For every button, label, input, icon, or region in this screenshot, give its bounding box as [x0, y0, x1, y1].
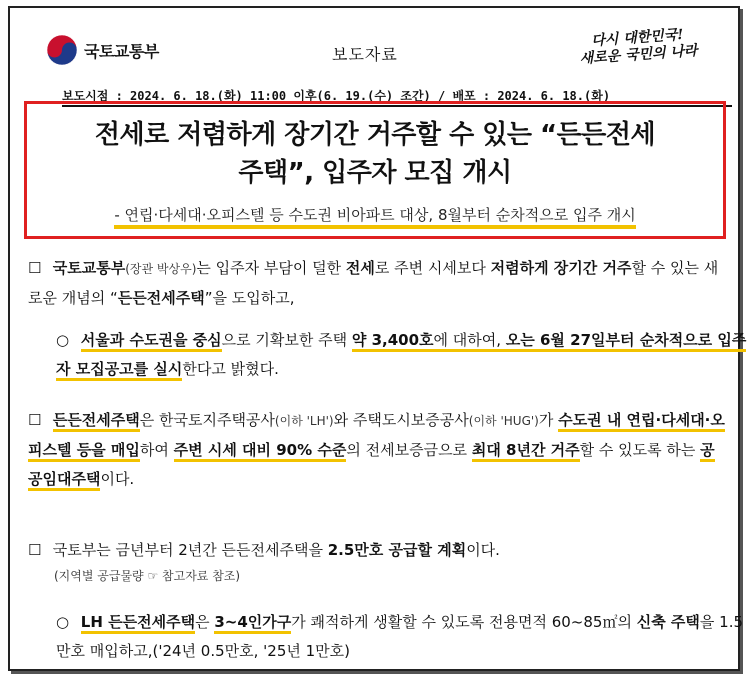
text-segment: 든든전세주택	[53, 411, 140, 432]
headline-box	[24, 101, 726, 239]
reference-note: (지역별 공급물량 ☞ 참고자료 참조)	[54, 569, 241, 583]
checkbox-bullet: ☐	[28, 259, 42, 277]
text-segment: 은	[195, 613, 215, 631]
paragraph-4	[28, 536, 728, 565]
text-segment: 이다.	[466, 541, 500, 559]
headline-title	[27, 116, 723, 192]
headline-subtitle	[27, 204, 723, 225]
text-segment: 으로 기확보한 주택	[221, 331, 352, 349]
text-segment: 국토부는 금년부터 2년간 든든전세주택을	[52, 541, 328, 559]
text-segment: 국토교통부	[52, 259, 126, 277]
text-segment: 공공임대주택	[28, 441, 715, 491]
circle-bullet: ○	[56, 331, 70, 349]
text-segment: 의 전세보증금으로	[346, 441, 472, 459]
paragraph-5	[28, 608, 750, 666]
text-segment: 수도권 내 연립·다세대·오피스텔 등을 매입	[28, 411, 725, 462]
text-segment: 할 수 있도록 하는	[579, 441, 701, 459]
text-segment: (이하 'LH')	[274, 414, 334, 428]
text-segment: (이하 'HUG')	[468, 414, 539, 428]
text-segment: 가 쾌적하게 생활할 수 있도록 전용면적 60~85㎡의	[291, 613, 637, 631]
ministry-name: 국토교통부	[84, 41, 159, 61]
headline-title-line-2: 주택”, 입주자 모집 개시	[238, 158, 512, 188]
slogan-line-1: 다시 대한민국!	[590, 26, 684, 50]
paragraph-2	[28, 326, 750, 384]
checkbox-bullet: ☐	[28, 541, 42, 559]
text-segment: 서울과 수도권을 중심	[81, 331, 222, 352]
text-segment: 할 수 있는 새로운 개념의 “	[28, 259, 719, 307]
text-segment: 2.5만호 공급할 계획	[327, 541, 467, 559]
headline-title-line-1: 전세로 저렴하게 장기간 거주할 수 있는 “든든전세	[94, 120, 656, 150]
circle-bullet: ○	[56, 613, 70, 631]
text-segment: 가	[538, 411, 559, 429]
text-segment: 신축 주택	[636, 613, 700, 631]
text-segment: 3~4인가구	[214, 613, 291, 634]
text-segment: 로 주변 시세보다	[374, 259, 491, 277]
text-segment: 오는 6월 27일부터 순차적으로 입주자 모집공고를 실시	[56, 331, 746, 381]
text-segment: ”을 도입하고,	[204, 289, 295, 307]
text-segment: 에 대하여,	[434, 331, 506, 352]
ministry-logo	[46, 34, 159, 66]
text-segment: 주변 시세 대비 90% 수준	[174, 441, 347, 462]
slogan	[567, 25, 709, 69]
text-segment: 한다고 밝혔다.	[182, 360, 279, 378]
text-segment: 전세	[345, 259, 375, 277]
taegeuk-emblem-icon	[46, 34, 78, 66]
press-release-page	[8, 6, 747, 671]
slogan-line-2: 새로운 국민의 나라	[579, 42, 698, 68]
text-segment: 든든전세주택	[117, 289, 205, 307]
text-segment: (장관 박상우)	[125, 262, 197, 276]
text-segment: 이다.	[100, 470, 135, 488]
document-type: 보도자료	[332, 45, 398, 64]
paragraph-3	[28, 406, 728, 494]
text-segment: 약 3,400호	[352, 331, 434, 352]
text-segment: 하여	[139, 441, 174, 459]
paragraph-1	[28, 254, 728, 313]
text-segment: 은 한국토지주택공사	[139, 411, 275, 429]
text-segment: 최대 8년간 거주	[472, 441, 580, 462]
embargo-info: 보도시점 : 2024. 6. 18.(화) 11:00 이후(6. 19.(수) 조간) / 배포 : 2024. 6. 18.(화)	[62, 87, 732, 107]
text-segment: 는 입주자 부담이 덜한	[196, 259, 346, 277]
text-segment: LH 든든전세주택	[81, 613, 195, 634]
text-segment: 을 1.5만호 매입하고,('24년 0.5만호, '25년 1만호)	[56, 613, 744, 660]
headline-subtitle-text: - 연립·다세대·오피스텔 등 수도권 비아파트 대상, 8월부터 순차적으로 입주 개시	[114, 206, 635, 229]
checkbox-bullet: ☐	[28, 411, 42, 429]
text-segment: 와 주택도시보증공사	[333, 411, 469, 429]
text-segment: 저렴하게 장기간 거주	[490, 259, 632, 277]
